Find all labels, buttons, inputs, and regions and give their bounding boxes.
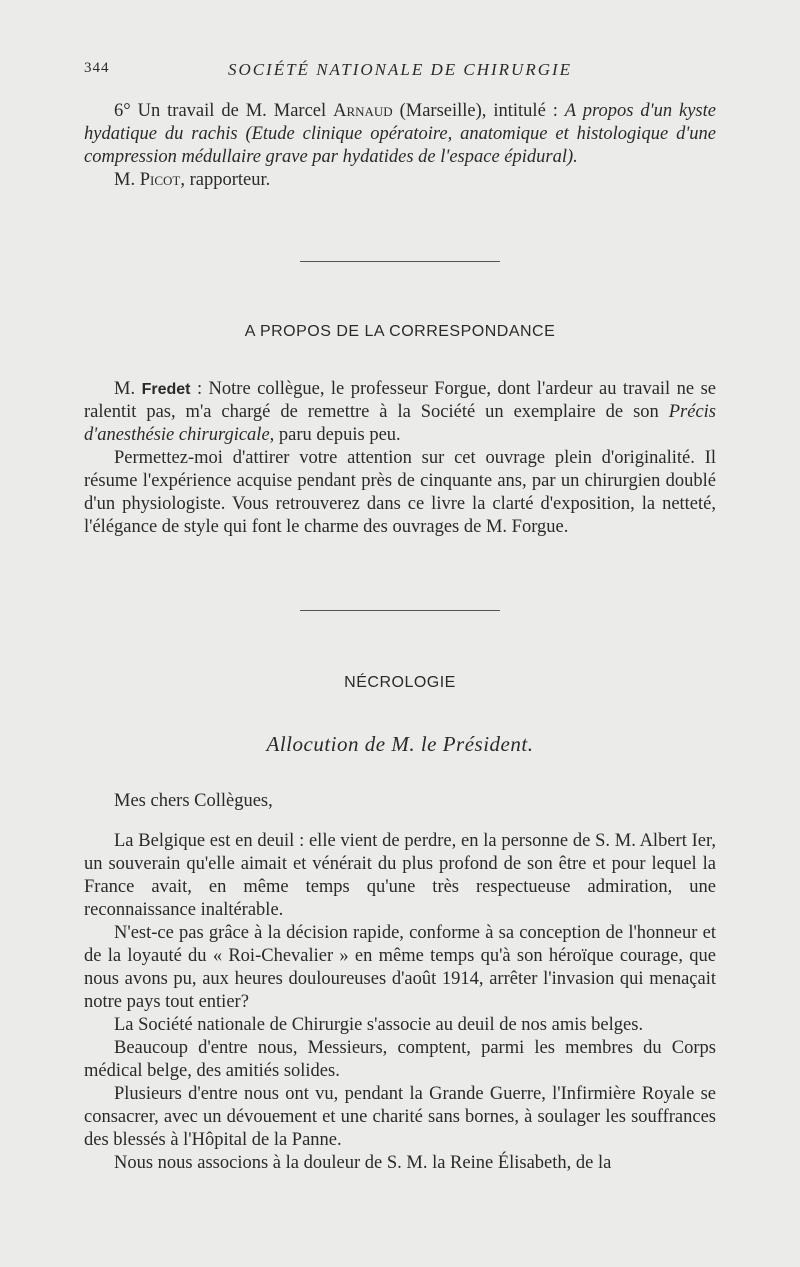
section-divider [300,261,500,262]
section-heading-necrologie: NÉCROLOGIE [344,674,456,691]
item-6-paragraph: 6° Un travail de M. Marcel Arnaud (Marseille), intitulé : A propos d'un kyste hydatique du rachis (Etude clinique opératoire, anatomique et histologique d'une compression médullaire grave par hydatides de l'espace épidural). [84,101,716,167]
paragraph: Beaucoup d'entre nous, Messieurs, comptent, parmi les membres du Corps médical belge, des amitiés solides. [84,1038,716,1081]
running-title: SOCIÉTÉ NATIONALE DE CHIRURGIE [227,60,573,79]
allocution-title: Allocution de M. le Président. [266,732,534,756]
paragraph: Permettez-moi d'attirer votre attention sur cet ouvrage plein d'originalité. Il résume l'expérience acquise pendant près de cinquante ans, par un chirurgien doublé d'un physiologiste. Vous retrouverez dans ce livre la clarté d'exposition, la netteté, l'élégance de style qui font le charme des ouvrages de M. Forgue. [84,448,716,537]
paragraph: Nous nous associons à la douleur de S. M. la Reine Élisabeth, de la [114,1153,612,1173]
paragraph: M. Fredet : Notre collègue, le professeur Forgue, dont l'ardeur au travail ne se ralentit pas, m'a chargé de remettre à la Société un exemplaire de son Précis d'anesthésie chirurgicale, paru depuis peu. [84,379,716,445]
necrologie-text [84,830,716,1175]
work-title: A propos d'un kyste hydatique du rachis (Etude clinique opératoire, anatomique et histologique d'une compression médullaire grave par hydatides de l'espace épidural). [84,101,716,167]
section-divider [300,610,500,611]
paragraph: La Société nationale de Chirurgie s'associe au deuil de nos amis belges. [114,1015,644,1035]
paragraph: La Belgique est en deuil : elle vient de perdre, en la personne de S. M. Albert Ier, un souverain qu'elle aimait et vénérait du plus profond de son être et pour lequel la France avait, en même temps qu'une très respectueuse admiration, une reconnaissance inaltérable. [84,831,716,920]
page-number: 344 [84,60,110,76]
item-6 [84,100,716,192]
paragraph: Plusieurs d'entre nous ont vu, pendant la Grande Guerre, l'Infirmière Royale se consacrer, avec un dévouement et une charité sans bornes, à soulager les souffrances des blessés à l'Hôpital de la Panne. [84,1084,716,1150]
speaker-name: Fredet [141,381,191,398]
paragraph: N'est-ce pas grâce à la décision rapide, conforme à sa conception de l'honneur et de la loyauté du « Roi-Chevalier » en même temps qu'à son héroïque courage, que nous avons pu, aux heures douloureuses d'août 1914, arrêter l'invasion qui menaçait notre pays tout entier? [84,923,716,1012]
author-name: Arnaud [333,101,393,121]
page-header [84,60,716,84]
salutation: Mes chers Collègues, [114,791,273,811]
rapporteur-line: M. Picot, rapporteur. [114,170,271,190]
correspondance-text [84,378,716,539]
book-title: Précis d'anesthésie chirurgicale [84,402,716,445]
section-heading-correspondance: A PROPOS DE LA CORRESPONDANCE [244,323,556,340]
